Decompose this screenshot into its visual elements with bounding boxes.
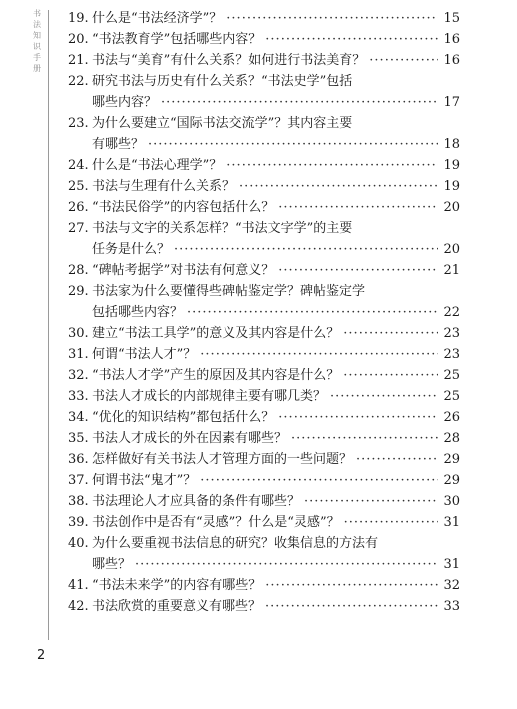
toc-entry	[68, 29, 460, 50]
toc-line	[68, 155, 460, 176]
toc-entry-number: 21.	[68, 53, 89, 68]
toc-entry	[68, 575, 460, 596]
toc-entry	[68, 407, 460, 428]
toc-entry-title: 建立“书法工具学”的意义及其内容是什么？	[92, 326, 340, 341]
toc-entry	[68, 71, 460, 113]
dot-leader	[278, 197, 438, 218]
toc-line	[68, 302, 460, 323]
toc-line	[68, 29, 460, 50]
toc-entry-title: 书法欣赏的重要意义有哪些？	[92, 599, 262, 614]
toc-entry-number: 31.	[68, 347, 89, 362]
toc-entry	[68, 596, 460, 617]
toc-entry-title: 研究书法与历史有什么关系？“书法史学”包括	[92, 74, 353, 89]
toc-page-number: 18	[443, 137, 460, 152]
vertical-divider	[48, 10, 49, 640]
toc-entry-number: 34.	[68, 410, 89, 425]
toc-entry-title: 为什么要建立“国际书法交流学”？其内容主要	[92, 116, 353, 131]
toc-entry	[68, 491, 460, 512]
toc-entry-title: 书法与生理有什么关系？	[92, 179, 236, 194]
toc-entry-number: 35.	[68, 431, 89, 446]
toc-page-number: 16	[443, 53, 460, 68]
toc-entry-title: 什么是“书法心理学”？	[92, 158, 223, 173]
dot-leader	[344, 512, 438, 533]
toc-page-number: 20	[443, 242, 460, 257]
toc-page-number: 20	[443, 200, 460, 215]
toc-page-number: 16	[443, 32, 460, 47]
toc-entry-number: 39.	[68, 515, 89, 530]
toc-line	[68, 575, 460, 596]
toc-entry-title: 包括哪些内容？	[92, 305, 184, 320]
toc-entry-number: 25.	[68, 179, 89, 194]
toc-line	[68, 197, 460, 218]
toc-line	[68, 92, 460, 113]
toc-page-number: 25	[443, 389, 460, 404]
toc-entry-title: “书法民俗学”的内容包括什么？	[92, 200, 275, 215]
toc-line	[68, 218, 460, 239]
dot-leader	[278, 260, 438, 281]
toc-entry-number: 23.	[68, 116, 89, 131]
toc-entry-title: 哪些内容？	[92, 95, 158, 110]
toc-page-number: 31	[443, 557, 460, 572]
toc-entry-number: 27.	[68, 221, 89, 236]
toc-entry-title: 何谓“书法人才”？	[92, 347, 197, 362]
toc-entry-number: 38.	[68, 494, 89, 509]
toc-entry	[68, 470, 460, 491]
toc-entry-number: 42.	[68, 599, 89, 614]
toc-page-number: 25	[443, 368, 460, 383]
toc-entry-title: 哪些？	[92, 557, 132, 572]
dot-leader	[239, 176, 438, 197]
toc-entry-number: 29.	[68, 284, 89, 299]
toc-line	[68, 71, 460, 92]
table-of-contents	[68, 8, 460, 617]
toc-page-number: 22	[443, 305, 460, 320]
toc-line	[68, 323, 460, 344]
toc-entry-title: 何谓书法“鬼才”？	[92, 473, 197, 488]
toc-page-number: 23	[443, 347, 460, 362]
toc-page-number: 33	[443, 599, 460, 614]
toc-entry-number: 37.	[68, 473, 89, 488]
toc-page-number: 19	[443, 179, 460, 194]
toc-entry	[68, 323, 460, 344]
toc-entry-title: “碑帖考据学”对书法有何意义？	[92, 263, 275, 278]
dot-leader	[148, 134, 438, 155]
toc-entry	[68, 218, 460, 260]
toc-entry	[68, 113, 460, 155]
dot-leader	[174, 239, 438, 260]
toc-entry-number: 36.	[68, 452, 89, 467]
toc-entry-number: 40.	[68, 536, 89, 551]
toc-page-number: 23	[443, 326, 460, 341]
toc-entry-title: 为什么要重视书法信息的研究？收集信息的方法有	[92, 536, 379, 551]
toc-page-number: 31	[443, 515, 460, 530]
toc-page-number: 15	[443, 11, 460, 26]
toc-entry	[68, 155, 460, 176]
toc-entry	[68, 50, 460, 71]
dot-leader	[291, 428, 438, 449]
toc-line	[68, 407, 460, 428]
toc-page-number: 30	[443, 494, 460, 509]
dot-leader	[135, 554, 438, 575]
toc-entry	[68, 260, 460, 281]
toc-line	[68, 533, 460, 554]
toc-entry	[68, 8, 460, 29]
toc-entry	[68, 428, 460, 449]
toc-line	[68, 428, 460, 449]
toc-line	[68, 113, 460, 134]
toc-entry-number: 41.	[68, 578, 89, 593]
toc-entry-title: 书法与“美育”有什么关系？如何进行书法美育？	[92, 53, 366, 68]
toc-line	[68, 281, 460, 302]
toc-line	[68, 176, 460, 197]
dot-leader	[278, 407, 438, 428]
dot-leader	[200, 344, 438, 365]
dot-leader	[265, 575, 438, 596]
toc-entry-number: 22.	[68, 74, 89, 89]
toc-entry-number: 24.	[68, 158, 89, 173]
toc-entry-title: 怎样做好有关书法人才管理方面的一些问题？	[92, 452, 353, 467]
dot-leader	[265, 596, 438, 617]
toc-entry-number: 32.	[68, 368, 89, 383]
toc-page-number: 21	[443, 263, 460, 278]
toc-page-number: 26	[443, 410, 460, 425]
toc-entry-title: “优化的知识结构”都包括什么？	[92, 410, 275, 425]
dot-leader	[343, 365, 438, 386]
dot-leader	[343, 323, 438, 344]
toc-line	[68, 239, 460, 260]
toc-entry-number: 28.	[68, 263, 89, 278]
toc-entry-number: 33.	[68, 389, 89, 404]
dot-leader	[226, 155, 438, 176]
toc-entry-title: 有哪些？	[92, 137, 145, 152]
toc-page-number: 29	[443, 452, 460, 467]
dot-leader	[226, 8, 438, 29]
toc-line	[68, 365, 460, 386]
toc-entry-number: 19.	[68, 11, 89, 26]
toc-page-number: 29	[443, 473, 460, 488]
toc-line	[68, 491, 460, 512]
toc-line	[68, 596, 460, 617]
toc-entry-number: 20.	[68, 32, 89, 47]
toc-entry-title: 书法人才成长的外在因素有哪些？	[92, 431, 288, 446]
toc-entry-title: “书法教育学”包括哪些内容？	[92, 32, 262, 47]
toc-page-number: 32	[443, 578, 460, 593]
toc-line	[68, 134, 460, 155]
toc-entry	[68, 176, 460, 197]
toc-entry-title: 书法理论人才应具备的条件有哪些？	[92, 494, 301, 509]
toc-entry-title: 书法与文字的关系怎样？“书法文字学”的主要	[92, 221, 353, 236]
toc-entry-number: 30.	[68, 326, 89, 341]
toc-line	[68, 260, 460, 281]
toc-entry	[68, 344, 460, 365]
toc-entry-title: 书法创作中是否有“灵感”？什么是“灵感”？	[92, 515, 340, 530]
toc-line	[68, 449, 460, 470]
toc-entry	[68, 386, 460, 407]
dot-leader	[200, 470, 438, 491]
dot-leader	[356, 449, 438, 470]
dot-leader	[304, 491, 438, 512]
toc-entry-title: 书法家为什么要懂得些碑帖鉴定学？碑帖鉴定学	[92, 284, 366, 299]
toc-entry	[68, 449, 460, 470]
dot-leader	[265, 29, 438, 50]
toc-entry-title: “书法未来学”的内容有哪些？	[92, 578, 262, 593]
toc-line	[68, 386, 460, 407]
toc-page-number: 19	[443, 158, 460, 173]
dot-leader	[330, 386, 438, 407]
toc-entry-title: 书法人才成长的内部规律主要有哪几类？	[92, 389, 327, 404]
toc-line	[68, 344, 460, 365]
toc-line	[68, 8, 460, 29]
toc-entry-title: 任务是什么？	[92, 242, 171, 257]
toc-line	[68, 512, 460, 533]
page-number: 2	[37, 648, 46, 663]
toc-entry-title: 什么是“书法经济学”？	[92, 11, 223, 26]
dot-leader	[187, 302, 438, 323]
toc-line	[68, 470, 460, 491]
toc-entry	[68, 365, 460, 386]
toc-entry	[68, 197, 460, 218]
toc-line	[68, 50, 460, 71]
dot-leader	[161, 92, 438, 113]
running-header-book-title: 书法知识手册	[33, 9, 41, 73]
toc-entry-number: 26.	[68, 200, 89, 215]
toc-entry-title: “书法人才学”产生的原因及其内容是什么？	[92, 368, 340, 383]
dot-leader	[369, 50, 438, 71]
toc-entry	[68, 281, 460, 323]
toc-entry	[68, 533, 460, 575]
toc-page-number: 28	[443, 431, 460, 446]
toc-line	[68, 554, 460, 575]
toc-entry	[68, 512, 460, 533]
toc-page-number: 17	[443, 95, 460, 110]
